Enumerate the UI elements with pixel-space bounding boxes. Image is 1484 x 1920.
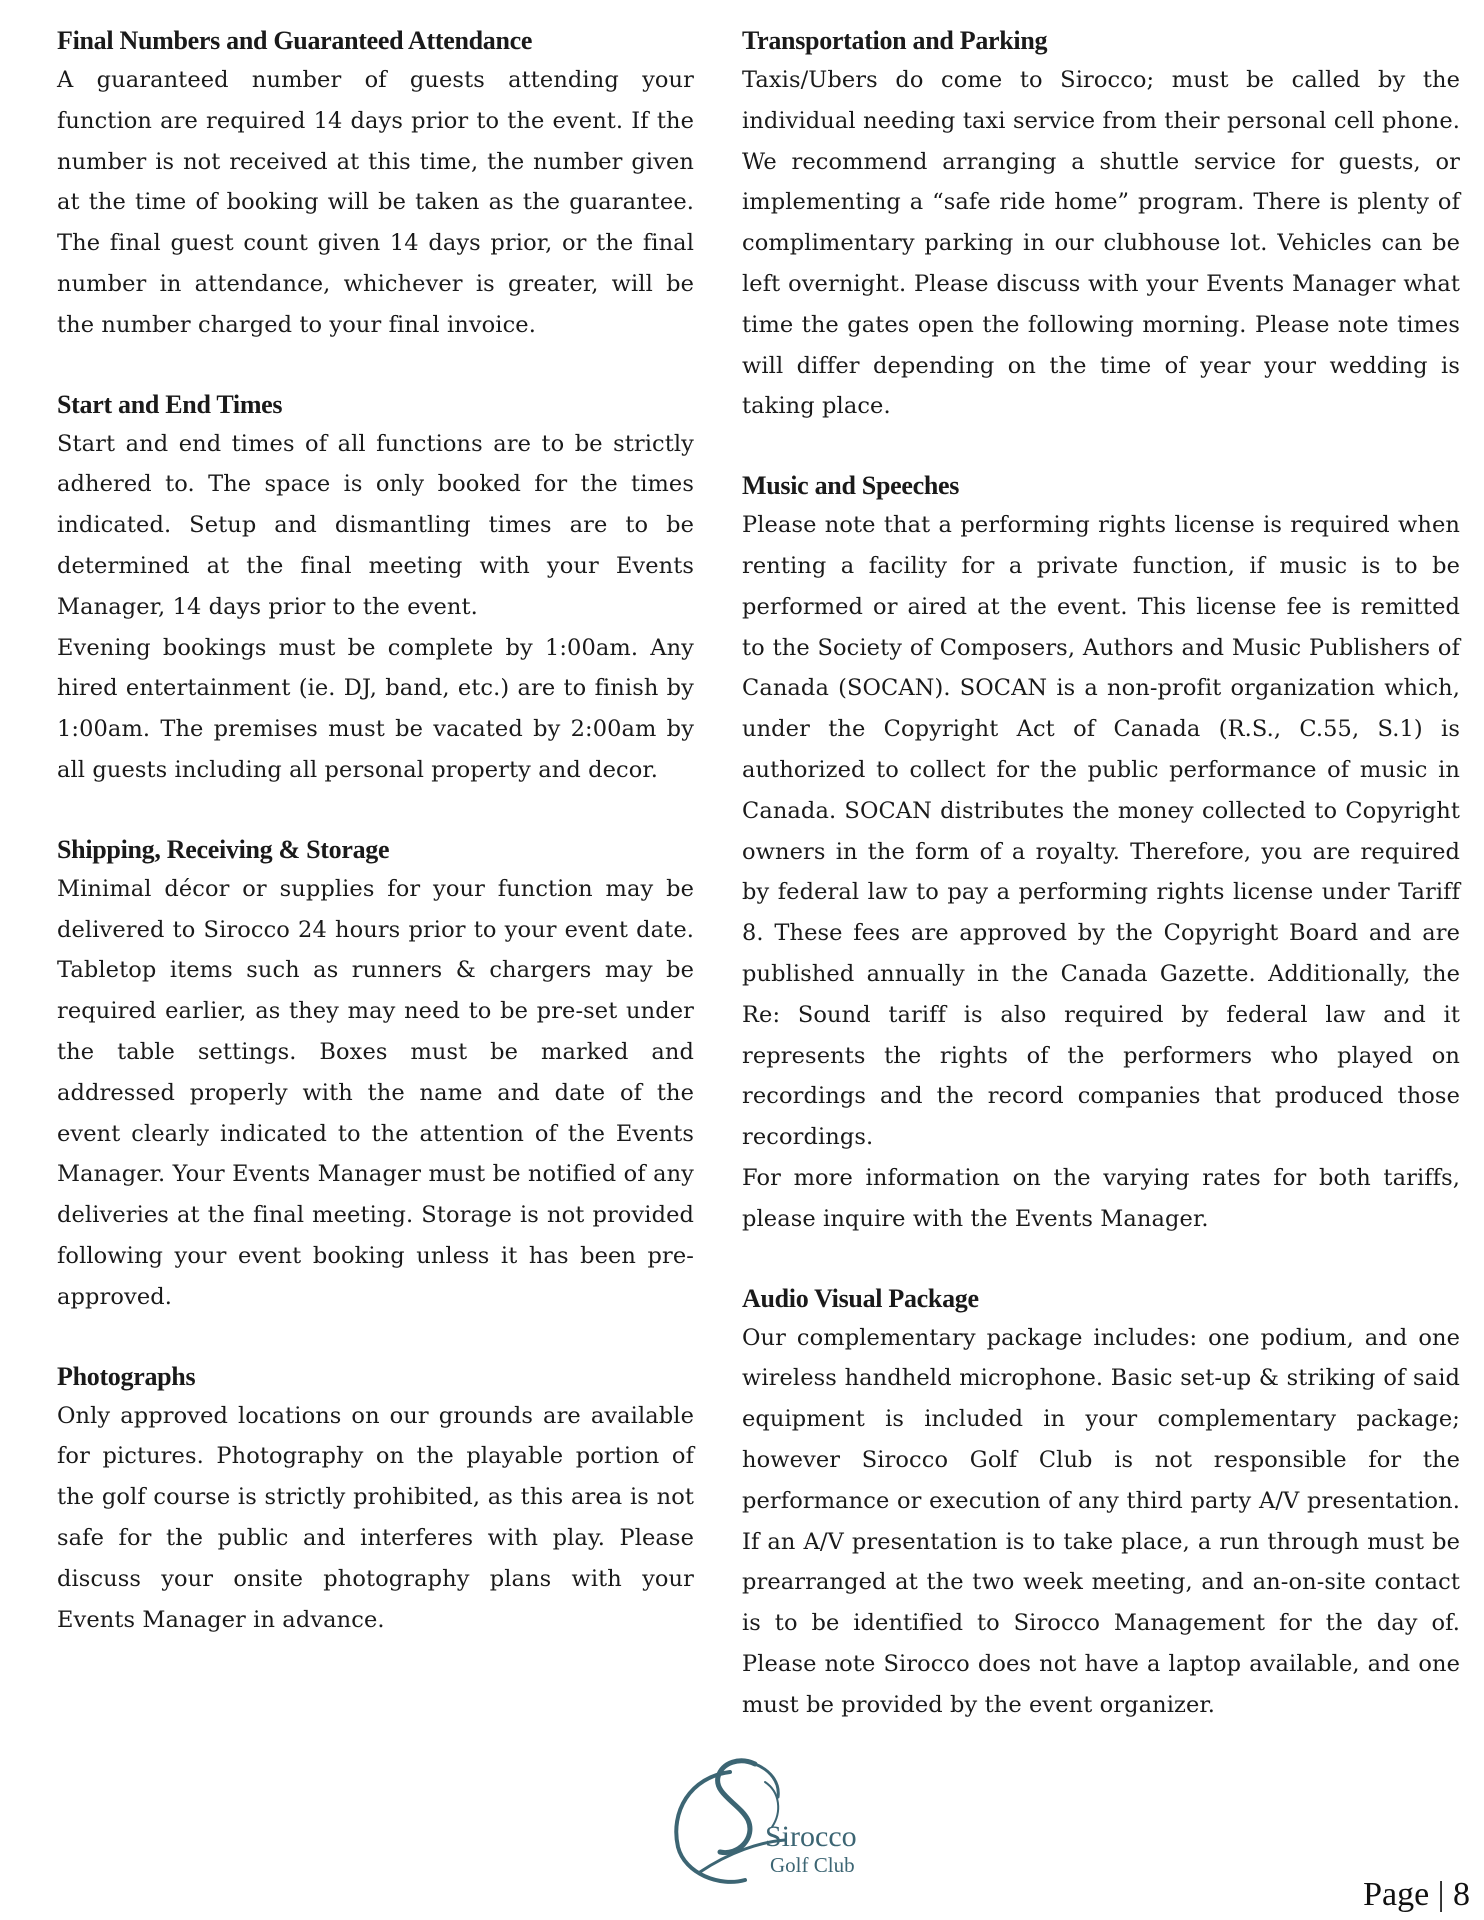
section-heading: Photographs xyxy=(57,1361,196,1391)
section-transportation xyxy=(742,22,1460,427)
section-paragraph: For more information on the varying rates for both tariffs, please inquire with the Events Manager. xyxy=(742,1164,1460,1232)
section-heading: Audio Visual Package xyxy=(742,1283,979,1313)
section-paragraph: A guaranteed number of guests attending your function are required 14 days prior to the event. If the number is not received at this time, the number given at the time of booking will be taken as the guarantee. The final guest count given 14 days prior, or the final number in attendance, whichever is greater, will be the number charged to your final invoice. xyxy=(57,67,694,338)
section-audio-visual xyxy=(742,1280,1460,1726)
left-column xyxy=(57,22,694,1680)
logo-name-line1: Sirocco xyxy=(765,1820,857,1853)
section-shipping xyxy=(57,831,694,1318)
section-heading: Transportation and Parking xyxy=(742,26,1048,55)
section-paragraph: Only approved locations on our grounds are available for pictures. Photography on the playable portion of the golf course is strictly prohibited, as this area is not safe for the public and interferes with play. Please discuss your onsite photography plans with your Events Manager in advance. xyxy=(57,1402,694,1633)
section-paragraph: Our complementary package includes: one podium, and one wireless handheld microphone. Basic set-up & striking of said equipment is included in your complementary package; however Sirocco Golf Club is not responsible for the performance or execution of any third party A/V presentation. If an A/V presentation is to take place, a run through must be prearranged at the two week meeting, and an-on-site contact is to be identified to Sirocco Management for the day of. Please note Sirocco does not have a laptop available, and one must be provided by the event organizer. xyxy=(742,1324,1460,1718)
section-final-numbers xyxy=(57,22,694,346)
section-paragraph: Minimal décor or supplies for your function may be delivered to Sirocco 24 hours prior to your event date. Tabletop items such as runners & chargers may be required earlier, as they may need to be pre-set under the table settings. Boxes must be marked and addressed properly with the name and date of the event clearly indicated to the attention of the Events Manager. Your Events Manager must be notified of any deliveries at the final meeting. Storage is not provided following your event booking unless it has been pre-approved. xyxy=(57,875,694,1310)
section-heading: Final Numbers and Guaranteed Attendance xyxy=(57,26,533,55)
section-heading: Music and Speeches xyxy=(742,471,960,501)
section-start-end-times xyxy=(57,386,694,791)
section-paragraph: Taxis/Ubers do come to Sirocco; must be called by the individual needing taxi service from their personal cell phone. We recommend arranging a shuttle service for guests, or implementing a “safe ride home” program. There is plenty of complimentary parking in our clubhouse lot. Vehicles can be left overnight. Please discuss with your Events Manager what time the gates open the following morning. Please note times will differ depending on the time of year your wedding is taking place. xyxy=(742,67,1460,420)
right-column xyxy=(742,22,1460,1765)
page-number: Page | 8 xyxy=(1363,1876,1470,1913)
section-paragraph: Start and end times of all functions are to be strictly adhered to. The space is only booked for the times indicated. Setup and dismantling times are to be determined at the final meeting with your Events Manager, 14 days prior to the event. xyxy=(57,430,694,620)
section-paragraph: Please note that a performing rights license is required when renting a facility for a private function, if music is to be performed or aired at the event. This license fee is remitted to the Society of Composers, Authors and Music Publishers of Canada (SOCAN). SOCAN is a non-profit organization which, under the Copyright Act of Canada (R.S., C.55, S.1) is authorized to collect for the public performance of music in Canada. SOCAN distributes the money collected to Copyright owners in the form of a royalty. Therefore, you are required by federal law to pay a performing rights license under Tariff 8. These fees are approved by the Copyright Board and are published annually in the Canada Gazette. Additionally, the Re: Sound tariff is also required by federal law and it represents the rights of the performers who played on recordings and the record companies that produced those recordings. xyxy=(742,512,1460,1151)
logo-name-line2: Golf Club xyxy=(770,1853,855,1877)
section-music-speeches xyxy=(742,467,1460,1239)
section-heading: Start and End Times xyxy=(57,389,283,419)
section-paragraph: Evening bookings must be complete by 1:00am. Any hired entertainment (ie. DJ, band, etc.) are to finish by 1:00am. The premises must be vacated by 2:00am by all guests including all personal property and decor. xyxy=(57,634,694,783)
section-heading: Shipping, Receiving & Storage xyxy=(57,834,390,864)
section-photographs xyxy=(57,1358,694,1641)
